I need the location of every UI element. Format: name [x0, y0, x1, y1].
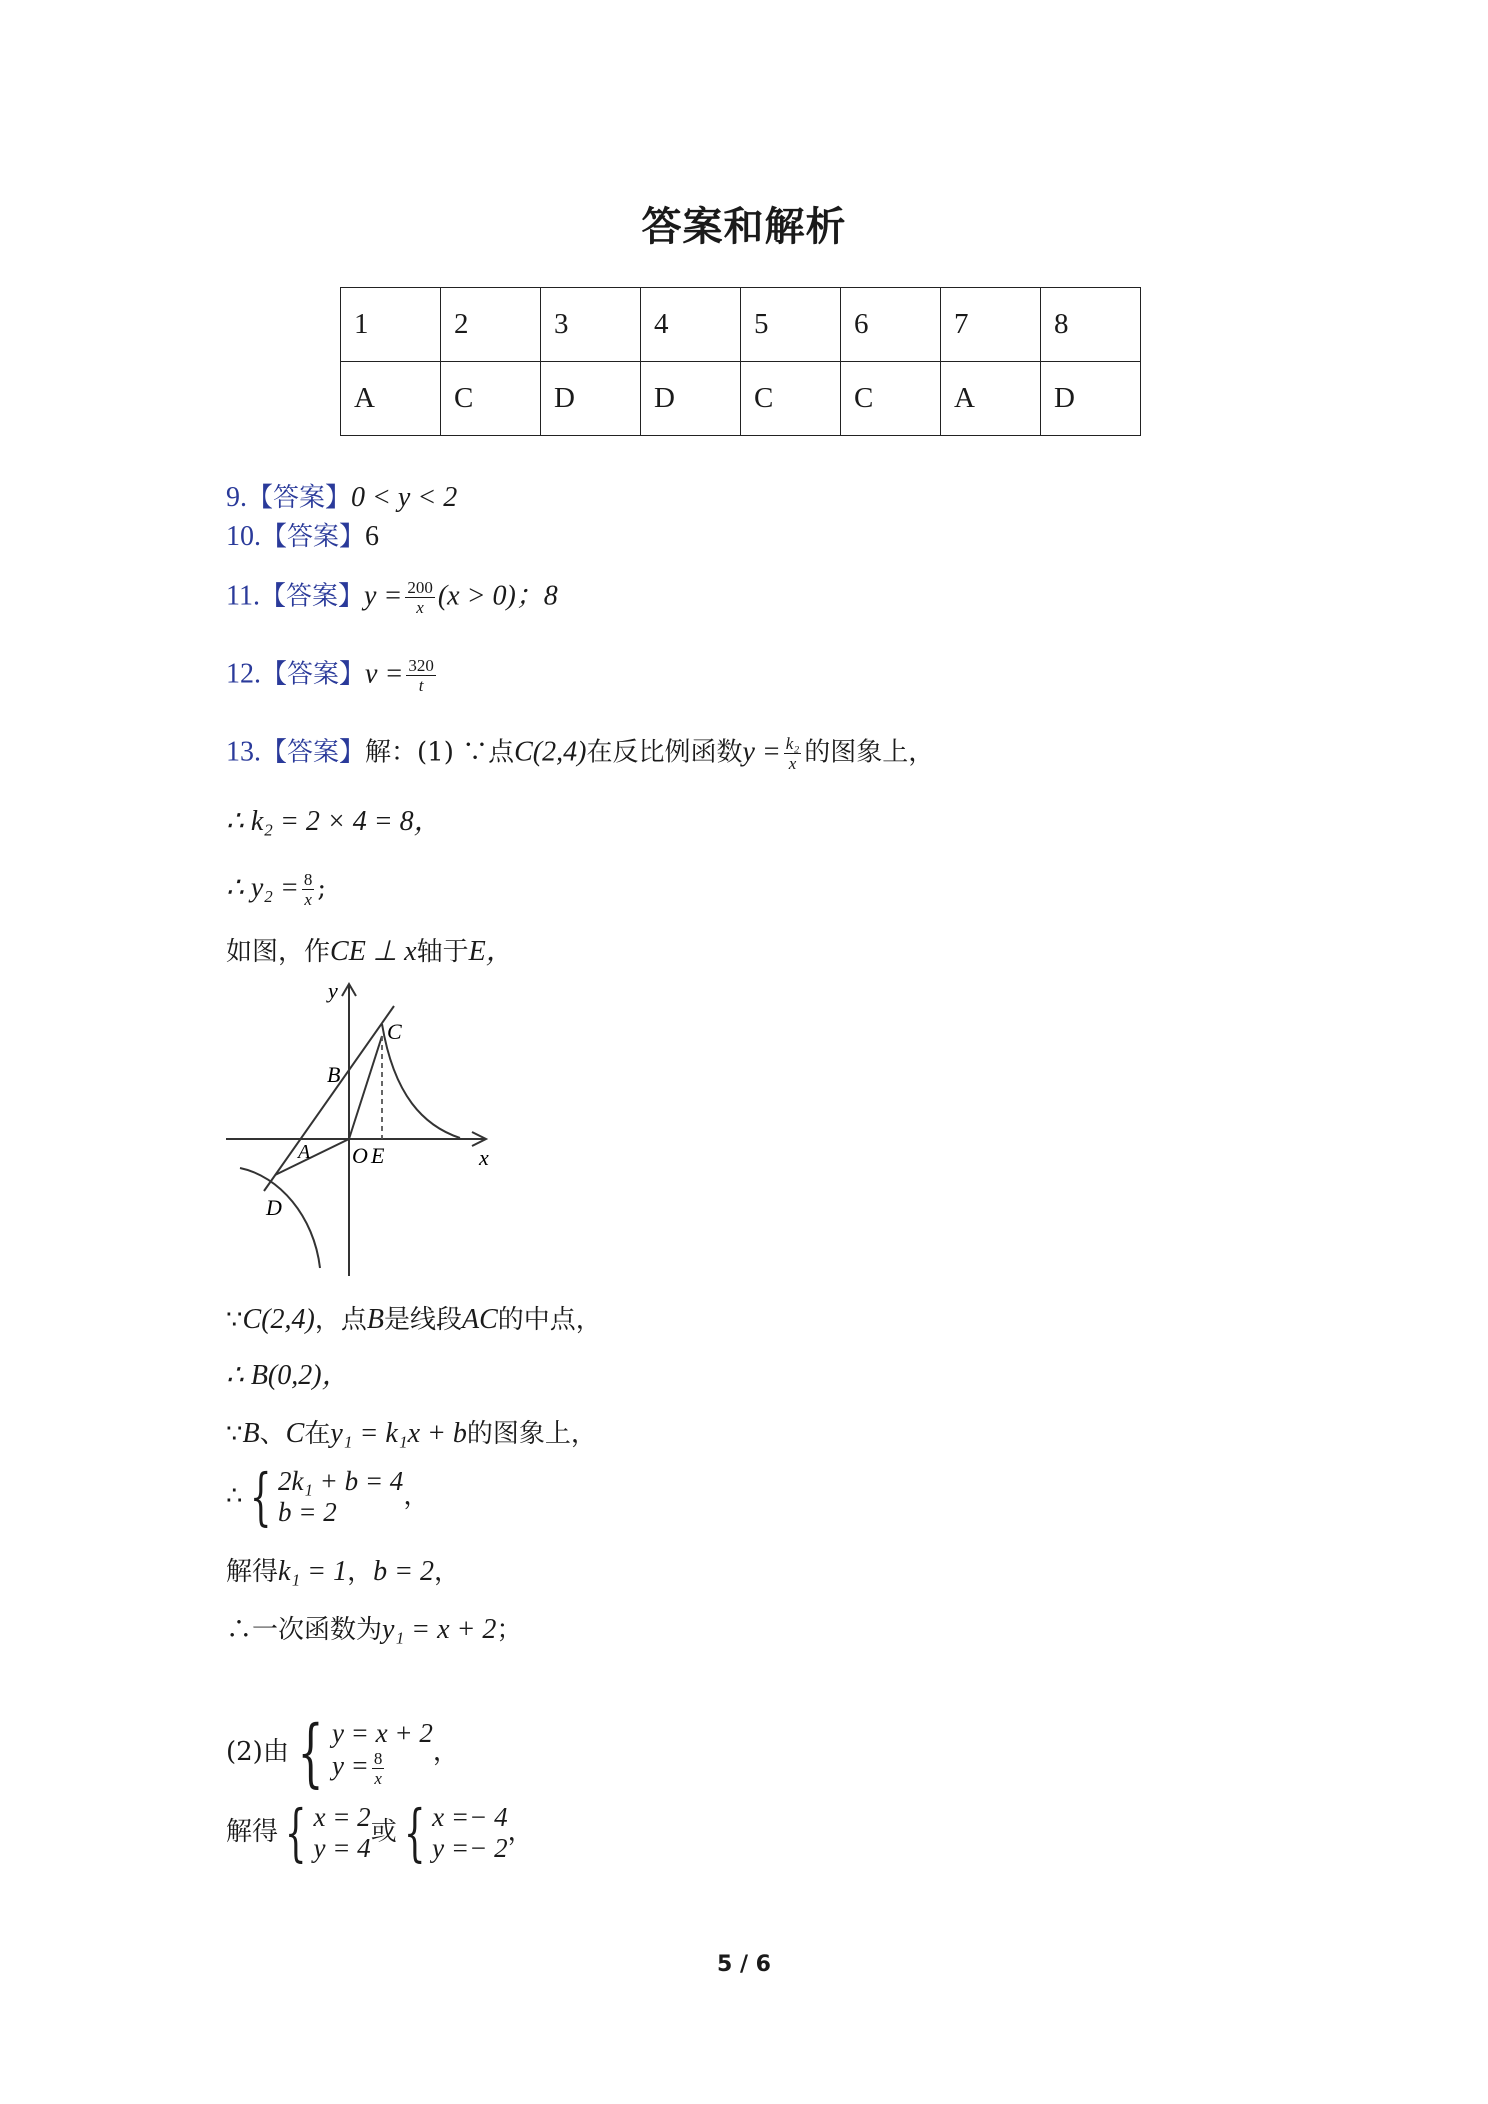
label-a: A [298, 1141, 311, 1163]
answer-9 [226, 482, 457, 514]
answer-math: 0 < y < 2 [351, 482, 458, 513]
answer-math: 6 [365, 521, 380, 552]
page-number: 5 / 6 [717, 1952, 771, 1977]
question-number: 13. [226, 736, 261, 768]
answer-table [340, 287, 1141, 436]
equation-system: { x = 2 y = 4 [284, 1796, 371, 1869]
table-cell: A [341, 362, 441, 436]
label-b: B [327, 1062, 341, 1087]
answer-13-line-3: ∴ y₂ = $\frac{8}{x}$ ; [226, 870, 327, 909]
label-e: E [371, 1143, 385, 1168]
answer-tag: 【答案】 [261, 522, 366, 552]
equation-system: { 2k₁ + b = 4 b = 2 [249, 1460, 404, 1533]
label-y: y [328, 978, 338, 1003]
segment-od [275, 1139, 349, 1175]
table-cell: 2 [441, 288, 541, 362]
table-cell: C [441, 362, 541, 436]
question-number: 9. [226, 482, 247, 513]
answer-13-line-7: ∵B、C在y₁ = k₁x + b的图象上， [226, 1418, 597, 1449]
fraction: $\frac{320}{t}$ [408, 656, 434, 695]
question-number: 11. [226, 580, 260, 612]
table-cell: C [841, 362, 941, 436]
answer-11 [226, 578, 558, 617]
answer-tag: 【答案】 [259, 581, 364, 612]
table-row-numbers [341, 288, 1141, 362]
table-cell: A [941, 362, 1041, 436]
label-d: D [266, 1195, 282, 1220]
table-cell: 5 [741, 288, 841, 362]
table-cell: 1 [341, 288, 441, 362]
table-cell: 8 [1041, 288, 1141, 362]
page-title: 答案和解析 [641, 204, 847, 250]
table-cell: 4 [641, 288, 741, 362]
answer-tag: 【答案】 [247, 483, 352, 513]
answer-13-line-11: (2)由 { y = x + 2 y = $\frac{8}{x}$ ， [226, 1710, 459, 1796]
answer-tag: 【答案】 [261, 737, 366, 768]
table-cell: C [741, 362, 841, 436]
answer-13-line-4: 如图，作CE ⊥ x轴于E， [226, 936, 514, 967]
equation-system: { x =− 4 y =− 2 [403, 1796, 508, 1869]
label-c: C [387, 1019, 402, 1044]
answer-math: (x > 0)；8 [437, 580, 558, 612]
answer-math: y = [363, 580, 403, 612]
answer-10 [226, 521, 379, 553]
question-number: 10. [226, 521, 261, 552]
answer-13-line-2: ∴ k₂ = 2 × 4 = 8， [226, 806, 442, 837]
answer-tag: 【答案】 [261, 659, 366, 690]
answer-13-line-5: ∵C(2,4)，点B是线段AC的中点， [226, 1304, 602, 1335]
table-cell: 7 [941, 288, 1041, 362]
table-row-answers [341, 362, 1141, 436]
label-o: O [352, 1143, 368, 1168]
table-cell: D [541, 362, 641, 436]
table-cell: 6 [841, 288, 941, 362]
answer-12 [226, 656, 439, 695]
table-cell: D [1041, 362, 1141, 436]
fraction: $\frac{8}{x}$ [303, 870, 313, 909]
fraction: $\frac{\text{k₂}}{x}$ [785, 734, 800, 773]
label-x: x [479, 1145, 489, 1170]
answer-math: v = [365, 658, 404, 690]
table-cell: 3 [541, 288, 641, 362]
segment-oc [349, 1036, 382, 1139]
equation-system: { y = x + 2 y = $\frac{8}{x}$ [297, 1710, 433, 1796]
answer-13-line-8: ∴ { 2k₁ + b = 4 b = 2 ， [226, 1460, 430, 1533]
answer-13-line-6: ∴ B(0,2)， [226, 1360, 350, 1391]
function-graph-figure [224, 976, 500, 1286]
fraction: $\frac{200}{x}$ [407, 578, 433, 617]
question-number: 12. [226, 658, 261, 690]
answer-13-line-9: 解得k₁ = 1，b = 2， [226, 1556, 461, 1587]
answer-13-line-10: ∴一次函数为y₁ = x + 2； [226, 1614, 523, 1645]
answer-13-line-1: 13.【答案】解：(1) ∵点C(2,4)在反比例函数y = $\frac{\text{k₂}}{x}$ 的图象上， [226, 734, 935, 773]
answer-13-line-12: 解得 { x = 2 y = 4 或 { x =− 4 y =− 2 ， [226, 1796, 534, 1869]
table-cell: D [641, 362, 741, 436]
